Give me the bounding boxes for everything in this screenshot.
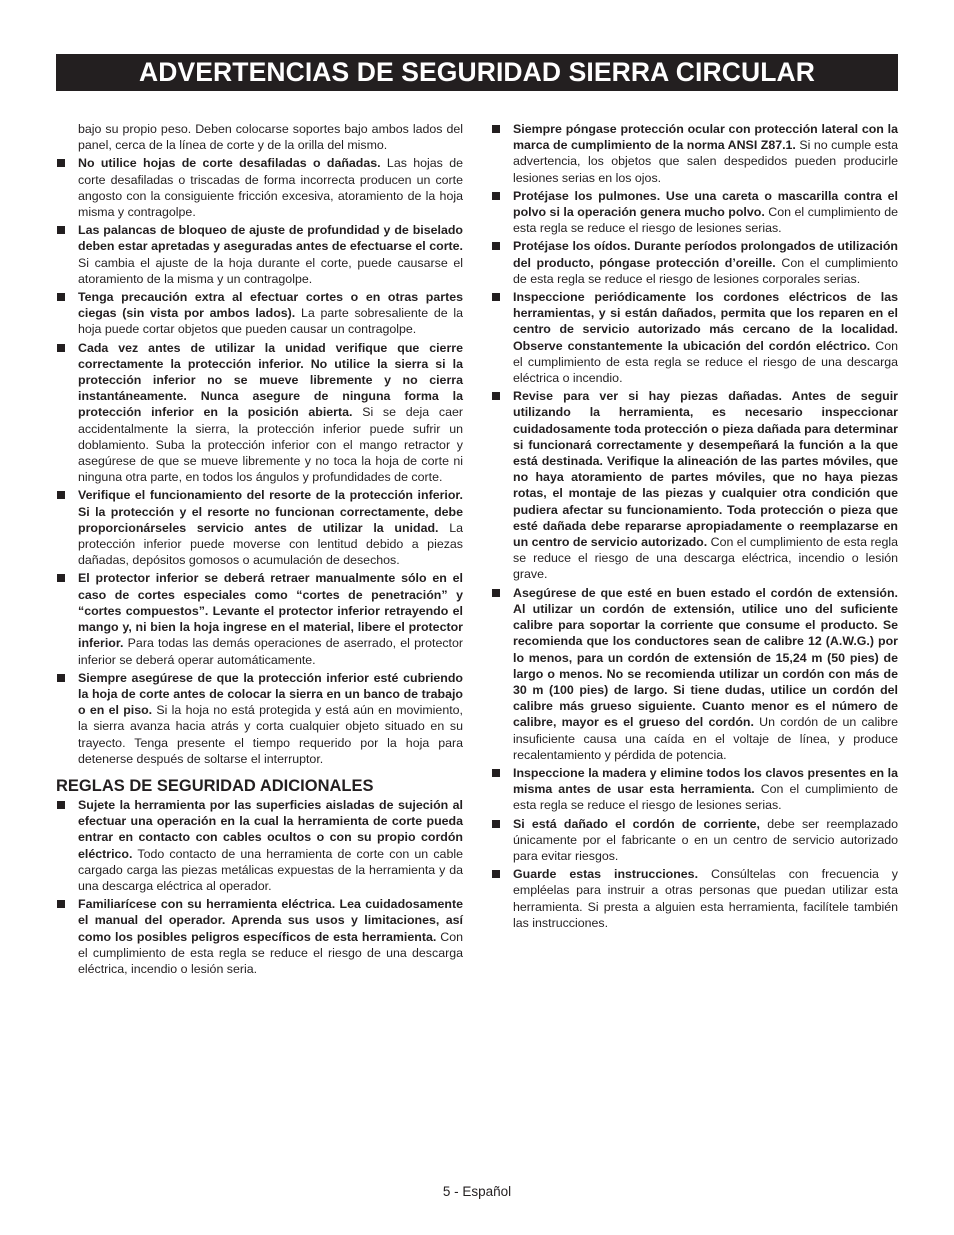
bullet-item: [56, 570, 463, 667]
square-bullet-icon: [57, 226, 65, 234]
page-footer: 5 - Español: [442, 1184, 512, 1199]
square-bullet-icon: [492, 125, 500, 133]
square-bullet-icon: [492, 769, 500, 777]
bullet-bold-text: No utilice hojas de corte desafiladas o dañadas.: [78, 156, 381, 171]
bullet-bold-text: Inspeccione la madera y elimine todos los clavos presentes en la misma antes de usar esta herramienta.: [513, 765, 898, 797]
square-bullet-icon: [492, 820, 500, 828]
title-bar: [56, 54, 898, 91]
bullet-item: [56, 340, 463, 486]
bullet-body-text: Si cambia el ajuste de la hoja durante el corte, puede causarse el atoramiento de la misma y un contragolpe.: [78, 255, 463, 286]
bullet-body-text: Con el cumplimiento de esta regla se reduce el riesgo de una descarga eléctrica, incendio o lesión grave.: [513, 535, 898, 582]
bullet-bold-text: El protector inferior se deberá retraer manualmente sólo en el caso de cortes especiales como “cortes de penetración” y “cortes compuestos”. Levante el protector inferior retrayendo el mango y, ni bien la hoja ingrese en el material, libere el protector inferior.: [78, 571, 463, 651]
bullet-item: [491, 188, 898, 237]
bullet-item: [56, 289, 463, 338]
bullet-body-text: Con el cumplimiento de esta regla se reduce el riesgo de una descarga eléctrica o incendio.: [513, 338, 898, 386]
bullet-item: [56, 896, 463, 977]
square-bullet-icon: [492, 293, 500, 301]
bullet-body-text: La parte sobresaliente de la hoja puede cortar objetos que pueden causar un contragolpe.: [78, 306, 463, 337]
square-bullet-icon: [492, 392, 500, 400]
bullet-item: [56, 155, 463, 220]
bullet-bold-text: Si está dañado el cordón de corriente,: [513, 816, 760, 831]
bullet-item: [491, 765, 898, 814]
bullet-body-text: Si no cumple esta advertencia, los objetos que salen despedidos pueden producirle lesiones serias en los ojos.: [513, 138, 898, 185]
bullet-item: [491, 388, 898, 582]
bullet-item: [491, 585, 898, 763]
bullet-bold-text: Revise para ver si hay piezas dañadas. Antes de seguir utilizando la herramienta, es necesario inspeccionar cuidadosamente toda protección o pieza dañada para determinar si funcionará correctamente y desempeñará la función a la que está destinada. Verifique la alineación de las partes móviles, que no haya atoramiento de partes móviles, que no haya piezas rotas, el montaje de las piezas y cualquier otra condición que pudiera afectar su funcionamiento. Toda protección o pieza que esté dañada debe repararse apropiadamente o reemplazarse en un centro de servicio autorizado.: [513, 389, 898, 550]
square-bullet-icon: [57, 293, 65, 301]
bullet-body-text: Con el cumplimiento de esta regla se reduce el riesgo de una descarga eléctrica, incendio o lesión seria.: [78, 929, 463, 976]
bullet-bold-text: Las palancas de bloqueo de ajuste de profundidad y de biselado deben estar apretadas y aseguradas antes de efectuarse el corte.: [78, 223, 463, 254]
square-bullet-icon: [57, 344, 65, 352]
right-bullet-list: [491, 121, 898, 931]
bullet-body-text: Consúltelas con frecuencia y empléelas para instruir a otras personas que puedan utilizar esta herramienta. Si presta a alguien esta herramienta, facilítele también las instrucciones.: [513, 867, 898, 930]
bullet-bold-text: Sujete la herramienta por las superficies aisladas de sujeción al efectuar una operación en la cual la herramienta de corte pueda entrar en contacto con cables ocultos o con su propio cordón eléctrico.: [78, 797, 463, 861]
bullet-item: [56, 670, 463, 767]
square-bullet-icon: [57, 674, 65, 682]
bullet-bold-text: Guarde estas instrucciones.: [513, 867, 699, 882]
bullet-body-text: Para todas las demás operaciones de aserrado, el protector inferior se deberá operar automáticamente.: [78, 636, 463, 667]
bullet-bold-text: Inspeccione periódicamente los cordones eléctricos de las herramientas, y si están dañados, permita que los reparen en el centro de servicio autorizado más cercano de la localidad. Observe constantemente la ubicación del cordón eléctrico.: [513, 290, 898, 353]
bullet-body-text: Si se deja caer accidentalmente la sierra, la protección inferior puede sufrir un doblamiento. Suba la protección inferior con el mango retractor y asegúrese de que se mueve libremente y no toca la hoja de corte ni ninguna otra parte, en todos los ángulos y profundidades de corte.: [78, 405, 464, 485]
bullet-item: [56, 487, 463, 568]
page-title: ADVERTENCIAS DE SEGURIDAD SIERRA CIRCULAR: [139, 57, 815, 87]
left-column: [56, 121, 463, 979]
bullet-bold-text: Siempre póngase protección ocular con protección lateral con la marca de cumplimiento de la norma ANSI Z87.1.: [513, 122, 898, 153]
square-bullet-icon: [492, 870, 500, 878]
bullet-bold-text: Asegúrese de que esté en buen estado el cordón de extensión. Al utilizar un cordón de extensión, utilice uno del suficiente calibre para soportar la corriente que consume el producto. Se recomienda que los conductores sean de calibre 12 (A.W.G.) por lo menos, para un cordón de extensión de 15,24 m (50 pies) de largo o menos. No se recomienda utilizar un cordón con más de 30 m (100 pies) de largo. Si tiene dudas, utilice un cordón del calibre más grueso siguiente. Cuanto menor es el número de calibre, mayor es el grueso del cordón.: [513, 585, 898, 730]
square-bullet-icon: [57, 574, 65, 582]
bullet-body-text: Con el cumplimiento de esta regla se reduce el riesgo de lesiones corporales serias.: [513, 255, 898, 286]
bullet-item: [491, 816, 898, 865]
bullet-bold-text: Protéjase los pulmones. Use una careta o mascarilla contra el polvo si la operación genera mucho polvo.: [513, 188, 898, 220]
square-bullet-icon: [492, 192, 500, 200]
section-bullet-list: [56, 797, 463, 977]
bullet-body-text: Las hojas de corte desafiladas o triscadas de forma incorrecta producen un corte angosto con la consiguiente fricción excesiva, atoramiento de la hoja misma y contragolpe.: [78, 156, 463, 220]
bullet-item: [56, 222, 463, 287]
bullet-bold-text: Siempre asegúrese de que la protección inferior esté cubriendo la hoja de corte antes de colocar la sierra en un banco de trabajo o en el piso.: [78, 670, 463, 718]
bullet-item: [56, 797, 463, 894]
bullet-bold-text: Verifique el funcionamiento del resorte de la protección inferior. Si la protección y el resorte no funcionan correctamente, debe proporcionárseles servicio antes de utilizar la unidad.: [78, 488, 463, 535]
square-bullet-icon: [57, 159, 65, 167]
bullet-body-text: debe ser reemplazado únicamente por el fabricante o en un centro de servicio autorizado para evitar riesgos.: [513, 816, 898, 863]
bullet-bold-text: Familiarícese con su herramienta eléctrica. Lea cuidadosamente el manual del operador. Aprenda sus usos y limitaciones, así como los posibles peligros específicos de esta herramienta.: [78, 897, 463, 944]
bullet-item: [491, 866, 898, 931]
bullet-bold-text: Tenga precaución extra al efectuar cortes o en otras partes ciegas (sin vista por ambos lados).: [78, 290, 463, 321]
bullet-body-text: Si la hoja no está protegida y está aún en movimiento, la sierra avanza hacia atrás y corta cualquier objeto situado en su trayecto. Tenga presente el tiempo requerido por la hoja para detenerse después de soltarse el interruptor.: [78, 703, 463, 766]
bullet-bold-text: Protéjase los oídos. Durante períodos prolongados de utilización del producto, póngase protección d’oreille.: [513, 239, 898, 270]
square-bullet-icon: [57, 900, 65, 908]
square-bullet-icon: [57, 801, 65, 809]
section-heading: REGLAS DE SEGURIDAD ADICIONALES: [56, 776, 374, 795]
bullet-body-text: Con el cumplimiento de esta regla se reduce el riesgo de lesiones serias.: [513, 205, 898, 236]
right-column: [491, 121, 898, 933]
bullet-bold-text: Cada vez antes de utilizar la unidad verifique que cierre correctamente la protección inferior. No utilice la sierra si la protección inferior no se mueve libremente y no cierra instantáneamente. Nunca asegure de ninguna forma la protección inferior en la posición abierta.: [78, 340, 463, 420]
bullet-item: [491, 238, 898, 287]
bullet-body-text: Todo contacto de una herramienta de corte con un cable cargado carga las piezas metálicas expuestas de la herramienta y da una descarga eléctrica al operador.: [78, 846, 463, 893]
square-bullet-icon: [57, 491, 65, 499]
square-bullet-icon: [492, 589, 500, 597]
bullet-item: [491, 289, 898, 386]
continuation-text: bajo su propio peso. Deben colocarse soportes bajo ambos lados del panel, cerca de la línea de corte y de la orilla del mismo.: [78, 122, 463, 153]
bullet-item: [491, 121, 898, 186]
bullet-body-text: Un cordón de un calibre insuficiente causa una caída en el voltaje de línea, y produce recalentamiento y pérdida de potencia.: [513, 715, 898, 762]
left-bullet-list: [56, 155, 463, 767]
bullet-body-text: La protección inferior puede moverse con lentitud debido a piezas dañadas, depósitos gomosos o acumulación de desechos.: [78, 520, 463, 568]
bullet-body-text: Con el cumplimiento de esta regla se reduce el riesgo de lesiones serias.: [513, 782, 899, 813]
square-bullet-icon: [492, 242, 500, 250]
